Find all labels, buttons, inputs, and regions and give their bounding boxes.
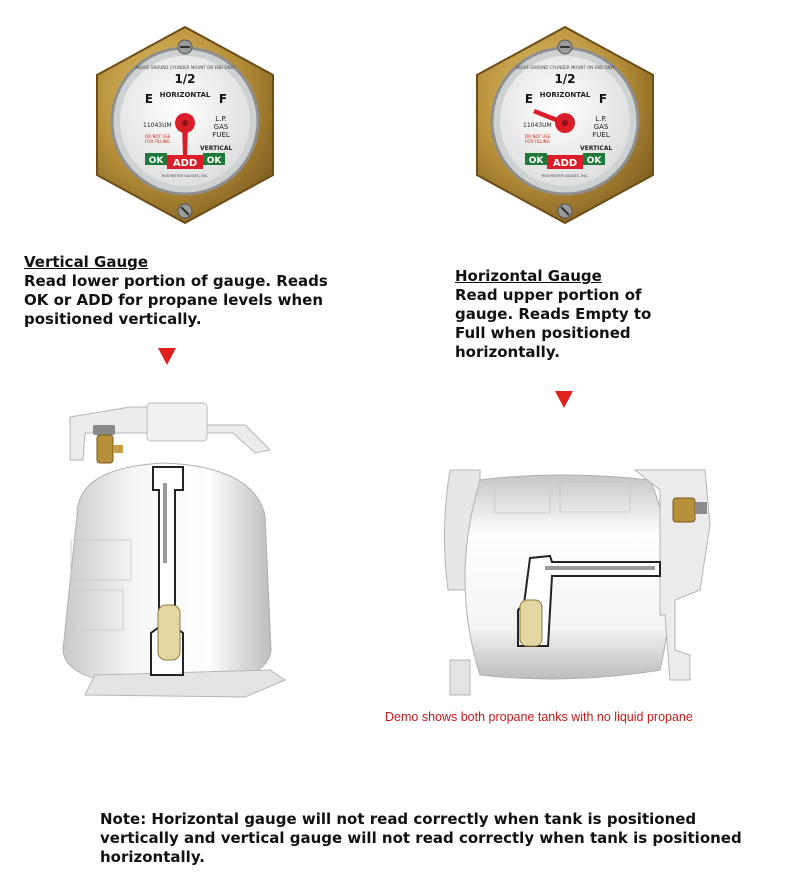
gauge-ok-label: OK	[528, 156, 544, 166]
gauge-fuel-line: GAS	[213, 123, 229, 131]
gauge-mode-label: HORIZONTAL	[159, 91, 211, 99]
bolt-icon	[558, 40, 572, 54]
horizontal-caption-line: Read upper portion of	[455, 286, 642, 304]
gauge-vertical-label: VERTICAL	[200, 145, 233, 152]
gauge-empty-label: E	[144, 92, 154, 106]
down-arrow-icon	[158, 348, 176, 365]
gauge-model: 11043UM	[143, 122, 172, 129]
gauge-ok-label: OK	[148, 156, 164, 166]
demo-note: Demo shows both propane tanks with no liquid propane	[385, 710, 693, 724]
gauge-ok-label: OK	[586, 156, 602, 166]
vertical-gauge-caption	[24, 253, 354, 329]
gauge-empty-label: E	[524, 92, 534, 106]
gauge-fuel-line: FUEL	[592, 131, 610, 139]
bolt-icon	[178, 204, 192, 218]
gauge-half-label: 1/2	[554, 72, 576, 86]
gauge-mode-label: HORIZONTAL	[539, 91, 591, 99]
gauge-fuel-line: GAS	[593, 123, 609, 131]
gauge-fuel-line: L.P.	[215, 115, 227, 123]
bolt-icon	[178, 40, 192, 54]
vertical-caption-line: Read lower portion of gauge. Reads	[24, 272, 328, 290]
gauge-fuel-line: L.P.	[595, 115, 607, 123]
gauge-half-label: 1/2	[174, 72, 196, 86]
gauge-ok-label: OK	[206, 156, 222, 166]
gauge-add-label: ADD	[552, 158, 578, 169]
vertical-gauge-title: Vertical Gauge	[24, 253, 149, 271]
vertical-caption-line: positioned vertically.	[24, 310, 202, 328]
gauge-warning: FOR FILLING	[525, 139, 550, 144]
gauge-full-label: F	[218, 92, 228, 106]
gauge-model: 11043UM	[523, 122, 552, 129]
vertical-caption-line: OK or ADD for propane levels when	[24, 291, 324, 309]
gauge-maker: ROCHESTER GAUGES, INC.	[161, 174, 209, 178]
horizontal-gauge-caption	[455, 267, 695, 362]
gauge-top-text: ABOVE GROUND CYLINDER MOUNT ON END ONLY	[515, 65, 615, 70]
gauge-fuel-line: FUEL	[212, 131, 230, 139]
horizontal-caption-line: Full when positioned	[455, 324, 631, 342]
gauge-maker: ROCHESTER GAUGES, INC.	[541, 174, 589, 178]
note-line: vertically and vertical gauge will not read correctly when tank is positioned	[100, 829, 742, 847]
bolt-icon	[558, 204, 572, 218]
down-arrow-icon	[555, 391, 573, 408]
vertical-tank-image	[55, 395, 295, 705]
bottom-note	[100, 810, 790, 867]
gauge-top-text: ABOVE GROUND CYLINDER MOUNT ON END ONLY	[135, 65, 235, 70]
gauge-warning: DO NOT USE	[145, 134, 171, 139]
gauge-vertical-label: VERTICAL	[580, 145, 613, 152]
gauge-full-label: F	[598, 92, 608, 106]
gauge-warning: FOR FILLING	[145, 139, 170, 144]
horizontal-gauge-image	[465, 25, 665, 225]
gauge-warning: DO NOT USE	[525, 134, 551, 139]
note-line: horizontally.	[100, 848, 205, 866]
horizontal-caption-line: gauge. Reads Empty to	[455, 305, 652, 323]
gauge-add-label: ADD	[172, 158, 198, 169]
vertical-gauge-image	[85, 25, 285, 225]
note-line: Note: Horizontal gauge will not read correctly when tank is positioned	[100, 810, 697, 828]
horizontal-caption-line: horizontally.	[455, 343, 560, 361]
horizontal-gauge-title: Horizontal Gauge	[455, 267, 602, 285]
horizontal-tank-image	[420, 450, 740, 700]
